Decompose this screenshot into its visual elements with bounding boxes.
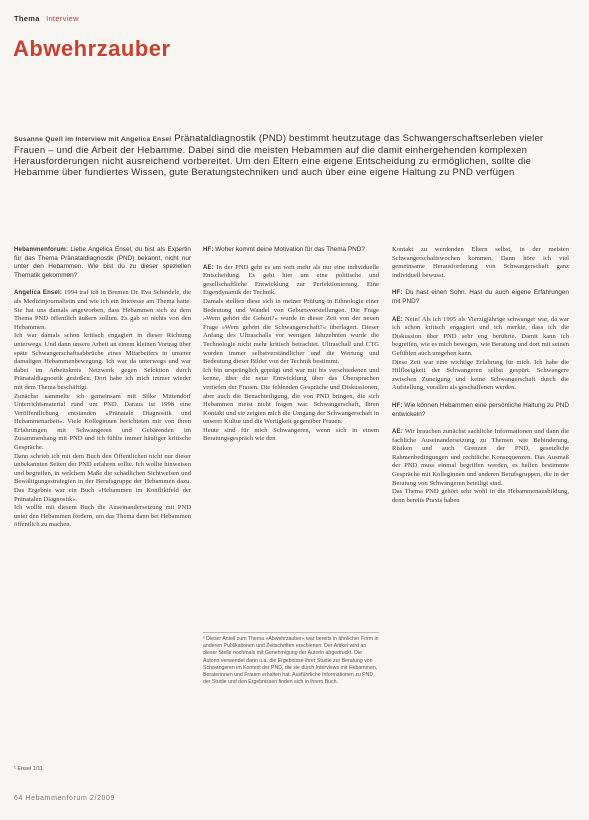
column-2 — [203, 246, 379, 444]
answer-text: Wir brauchen zunächst sachliche Informationen und dann die fachliche Auseinandersetzung zu Themen wie Behinderung, Risiken und auch Grenzen der PND, gesetzliche Rahmenbedingungen und rechtliche Konsequenzen. Das Ausmaß der PND muss einmal begriffen werden, es helfen bestimmte Gespräche mit Kolleginnen und anderen Berufsgruppen, die in der Beratung von Schwangeren beteiligt sind. — [392, 428, 569, 487]
answer-paragraph: Dann schrieb ich mit dem Buch den Öffentlichen nicht nur dieser unbekannten Seiten der PND erfahren sollte. Ich wollte hinweisen und begreifen, in welchem Maße die schädlichen Sichtweisen und Bewältigungsstrategien in der Berufsgruppe der Hebammen dazu. Das Ergebnis war ein Buch »Hebammen im Konfliktfeld der Pränatalen Diagnostik«. — [14, 452, 191, 503]
answer-paragraph: Heute sind für mich Schwangeren, wenn sich in einem Beratungsgespräch wie den — [203, 426, 379, 443]
speaker-label: AE: — [203, 264, 214, 271]
answer-text: In der PND geht es um weit mehr als nur eine individuelle Entscheidung. Es geht hier um eine politische und gesellschaftliche Entwicklung zur Perfektionierung. Eine Eigendynamik der Technik. — [203, 263, 379, 297]
column-3 — [392, 246, 569, 505]
column-1 — [14, 246, 191, 530]
answer-paragraph: Das Thema PND gehört sehr wohl in die Hebammenausbildung, denn bereits Praxis haben — [392, 488, 569, 504]
byline: Susanne Quell im Interview mit Angelica Ensel — [14, 136, 172, 143]
speaker-label: Hebammenforum: — [14, 247, 69, 253]
section-header — [14, 14, 79, 23]
speaker-label: AE: — [392, 316, 403, 323]
speaker-label: HF: — [392, 402, 403, 409]
footnote: ² Dieser Anteil zum Thema »Abwehrzauber« war bereits in ähnlicher Form in anderen Publikationen und Zeitschriften erschienen. Der Artikel wird an dieser Stelle nochmals mit Genehmigung der Autorin abgedruckt. Die Autorin verwendet darin u.a. die Ergebnisse ihrer Studie zur Beratung von Schwangeren im Kontext der PND, die sie durch Interviews mit Hebammen, Beraterinnen und Frauen erhalten hat. Ausführliche Informationen zu PND, der Studie und den Ergebnissen finden sich in ihrem Buch. — [203, 632, 379, 686]
speaker-label: HF: — [392, 290, 403, 297]
answer-paragraph: Zunächst sammelte ich gemeinsam mit Silke Mittendorf Unterrichtsmaterial rund um PND. Daraus ist 1998 eine Veröffentlichung entstanden »Pränatale Diagnostik und Hebammenarbeit«. Viele Kolleginnen berichteten mir von ihren Erfahrungen mit Schwangeren und Gebärenden im Zusammenhang mit PND und ich fühlte immer häufiger kritische Gespräche. — [14, 392, 191, 452]
speaker-label: HF: — [203, 247, 214, 253]
lead-text: Pränataldiagnostik (PND) bestimmt heutzutage das Schwangerschaftserleben vieler Frauen – und die Arbeit der Hebamme. Dabei sind die meisten Hebammen auf die damit einhergehenden komplexen Herausforderungen nicht ausreichend vorbereitet. Um den Eltern eine eigene Entscheidung zu ermöglichen, sollte die Hebamme über fundiertes Wissen, gute Beratungstechniken und auch über eine eigene Haltung zu PND verfügen — [14, 133, 544, 178]
answer-paragraph: Damals stellten diese sich in meiner Prüfung in Ethnologie einer Bedeutung und Wandel von Geburtsvorstellungen. Die Frage »Wem gehört die Geburt?« wurde in dieser Zeit von der neuen Frage »Wem gehört die Schwangerschaft?« überlagert. Dieser Anfang des Ultraschalls vor wenigen Jahrzehnten wurde die Technologie nicht mehr kritisch betrachtet. Ultraschall und CTG wurden immer selbstverständlicher und die Wertung und Bedeutung dieser Bilder von der Technik bestimmt. — [203, 297, 379, 366]
subsection-label: Interview — [46, 14, 79, 23]
footnote: ¹ Ensel 1/11 — [14, 766, 43, 772]
article-title: Abwehrzauber — [13, 36, 171, 61]
answer-paragraph: Diese Zeit war eine wichtige Erfahrung für mich. Ich habe die Hilflosigkeit der Schwangeren selbst gespürt. Schwangere zwischen Zuneigung und keine Schwangerschaft durch die Aufstellung, vorallen als geschaffenen werden. — [392, 358, 569, 392]
answer-text: Nein! Als ich 1995 als Vierzigjährige schwanger war, da war ich schon kritisch engagiert und ich merkte, dass ich die Diskussion über PND sehr eng berührte. Damit kann ich begreifen, wie es mich bewegen, wie Beratung und dort mit seinen Gefühlen auch umgehen kann. — [392, 315, 569, 357]
question-text: Liebe Angelica Ensel, du bist als Expertin für das Thema Pränataldiagnostik (PND) bekannt, nicht nur unter den Hebammen. Wie bist du zu dieser speziellen Thematik gekommen? — [14, 246, 191, 279]
answer-text: 1994 traf ich in Bremen Dr. Eva Schindele, die als Medizinjournalistin und wie ich ein Interesse am Thema hatte. Sie hat uns damals angeworben, dass Hebammen sich zu dem Thema PND öffentlich äußern sollten. Es gab so nichts von den Hebammen. — [14, 289, 192, 331]
speaker-label: Angelica Ensel: — [14, 290, 63, 297]
question-text: Woher kommt deine Motivation für das Thema PND? — [215, 246, 365, 253]
page-footer: 64 Hebammenforum 2/2009 — [14, 795, 115, 802]
question-text: Wie können Hebammen eine persönliche Haltung zu PND entwickeln? — [392, 401, 569, 418]
answer-paragraph: Ich wollte mit diesem Buch die Auseinandersetzung mit PND unter den Hebammen fördern, um das Thema dann bei Hebammen öffentlich zu machen. — [14, 504, 191, 529]
answer-paragraph: Ich war damals schon kritisch engagiert in dieser Richtung unterwegs. Und dann unsere Arbeit an einem kleinen Vortrag über späte Schwangerschaftsabbrüche eines Mitarbeiters in unserer damaligen Hebammenbewegung. Ich war da unterwegs und war dabei im Arbeitskreis Netzwerk gegen Selektion durch Pränataldiagnostik gestoßen. Dort habe ich mich immer wieder mit dem Thema beschäftigt. — [14, 332, 191, 391]
section-label: Thema — [14, 14, 40, 23]
answer-paragraph: Kontakt zu werdenden Eltern selbst, in der meisten Schwangerschaftswochen kommen. Dann höre ich viel gemeinsame Herausforderung von Schwangerschaft ganz individuell bewusst. — [392, 246, 569, 279]
speaker-label: AE: — [392, 429, 403, 436]
article-lead — [14, 133, 574, 178]
question-text: Du hast einen Sohn. Hast du auch eigene Erfahrungen mit PND? — [392, 289, 569, 305]
answer-paragraph: Ich bin ursprünglich geprägt und war mit bis verschiedenen und kenne, über die neue Entwicklung über das Übersprachen vertiefen der Frauen. Die fehlenden Gespräche und Diskussionen, aber auch die Benachteiligung, die von PND bringen, die sich Hebammen meist nicht fragen war. Schwangerschaft, Ihren Kontakt und sie zeigten mich die Umgang der Schwangerschaft in unserer Kultur und die Wertigkeit gegenüber Frauen. — [203, 366, 379, 426]
